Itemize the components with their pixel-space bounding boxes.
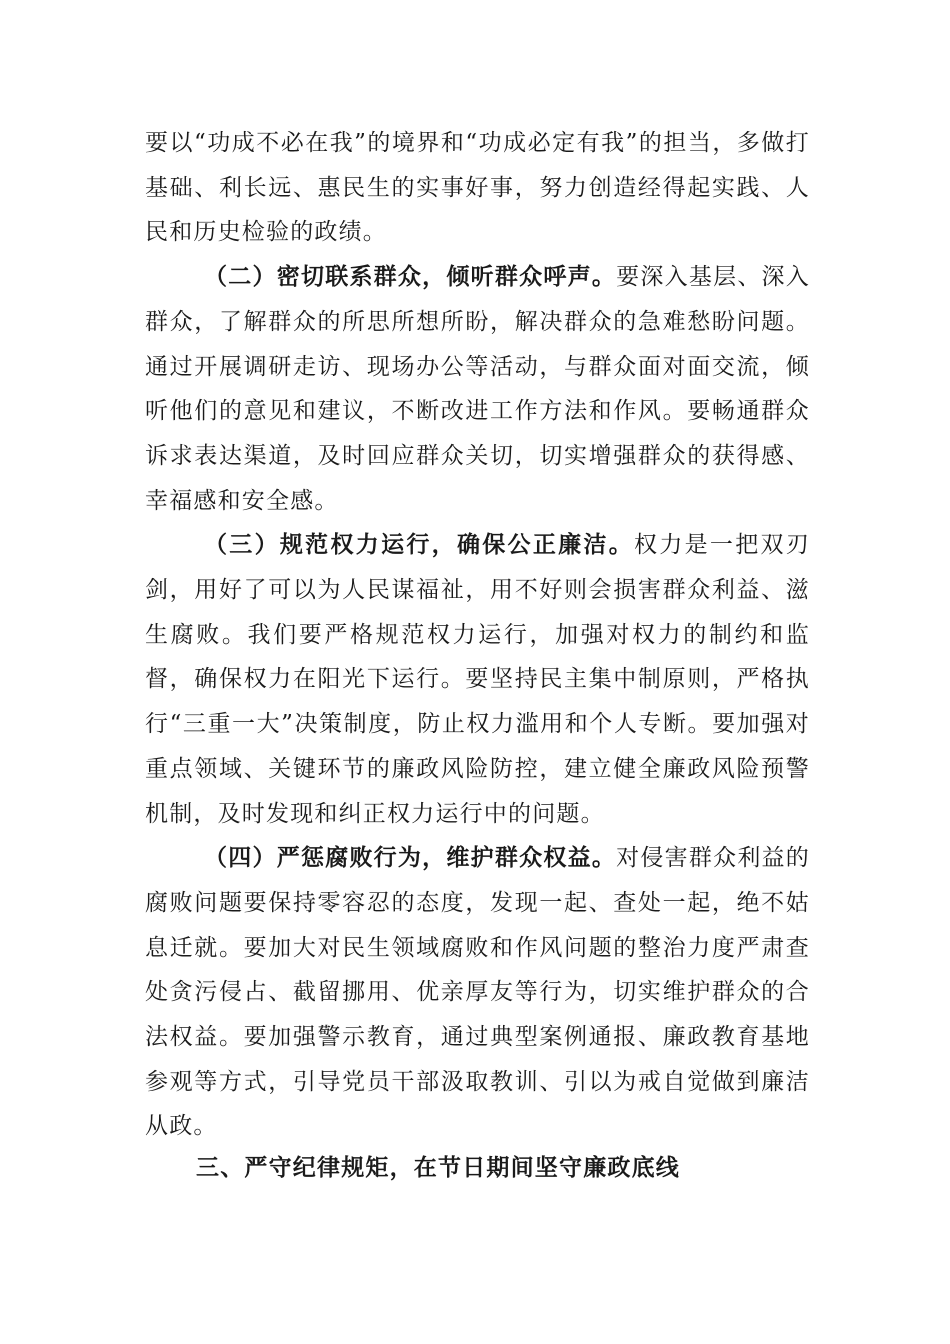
paragraph-3-lead: （三）规范权力运行，确保公正廉洁。 bbox=[204, 532, 635, 559]
paragraph-3-text: 权力是一把双刃剑，用好了可以为人民谋福祉，用不好则会损害群众利益、滋生腐败。我们要严格规范权力运行，加强对权力的制约和监督，确保权力在阳光下运行。要坚持民主集中制原则，严格执行“三重一大”决策制度，防止权力滥用和个人专断。要加强对重点领域、关键环节的廉政风险防控，建立健全廉政风险预警机制，及时发现和纠正权力运行中的问题。 bbox=[145, 532, 811, 827]
paragraph-2 bbox=[145, 255, 810, 523]
paragraph-4-text: 对侵害群众利益的腐败问题要保持零容忍的态度，发现一起、查处一起，绝不姑息迁就。要加大对民生领域腐败和作风问题的整治力度严肃查处贪污侵占、截留挪用、优亲厚友等行为，切实维护群众的合法权益。要加强警示教育，通过典型案例通报、廉政教育基地参观等方式，引导党员干部汲取教训、引以为戒自觉做到廉洁从政。 bbox=[145, 845, 810, 1140]
paragraph-4-lead: （四）严惩腐败行为，维护群众权益。 bbox=[204, 845, 617, 872]
paragraph-1-text: 要以“功成不必在我”的境界和“功成必定有我”的担当，多做打基础、利长远、惠民生的实事好事，努力创造经得起实践、人民和历史检验的政绩。 bbox=[145, 130, 810, 246]
document-body bbox=[145, 121, 810, 1149]
section-heading: 三、严守纪律规矩，在节日期间坚守廉政底线 bbox=[196, 1155, 680, 1181]
paragraph-2-lead: （二）密切联系群众，倾听群众呼声。 bbox=[204, 264, 617, 291]
paragraph-4 bbox=[145, 836, 810, 1149]
paragraph-3 bbox=[145, 523, 810, 836]
paragraph-1 bbox=[145, 121, 810, 255]
paragraph-2-text: 要深入基层、深入群众，了解群众的所思所想所盼，解决群众的急难愁盼问题。通过开展调研走访、现场办公等活动，与群众面对面交流，倾听他们的意见和建议，不断改进工作方法和作风。要畅通群众诉求表达渠道，及时回应群众关切，切实增强群众的获得感、幸福感和安全感。 bbox=[145, 264, 810, 514]
